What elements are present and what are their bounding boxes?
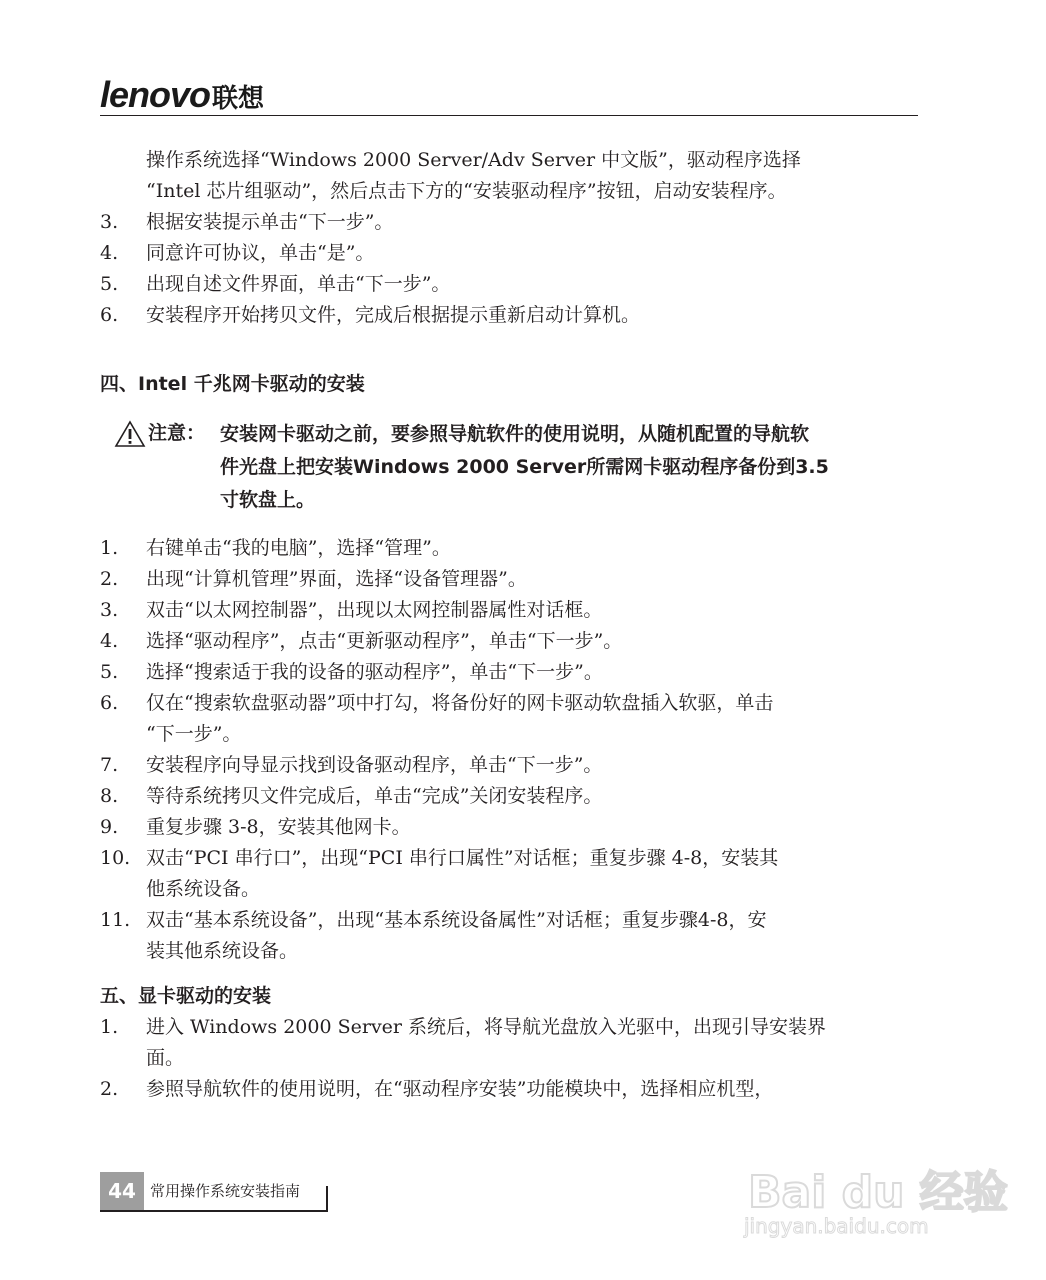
page-footer [100, 1172, 328, 1212]
list-item [100, 905, 918, 967]
list-item [100, 812, 918, 843]
step-text-continued: “下一步”。 [146, 723, 242, 745]
step-number: 2. [100, 1078, 119, 1100]
lenovo-logo [100, 74, 264, 116]
list-item [100, 564, 918, 595]
logo-latin: lenovo [100, 74, 211, 115]
page-body [100, 145, 918, 1105]
step-number: 3. [100, 211, 119, 233]
step-number: 4. [100, 630, 119, 652]
note-line-1: 安装网卡驱动之前，要参照导航软件的使用说明，从随机配置的导航软 [220, 423, 810, 445]
step-text: 安装程序向导显示找到设备驱动程序，单击“下一步”。 [146, 754, 603, 776]
step-number: 8. [100, 785, 119, 807]
list-item [100, 238, 918, 269]
install-steps-list [100, 207, 918, 331]
warning-triangle-icon [114, 420, 146, 448]
step-text: 选择“搜索适于我的设备的驱动程序”，单击“下一步”。 [146, 661, 603, 683]
step-text: 进入 Windows 2000 Server 系统后，将导航光盘放入光驱中，出现引导安装界 [146, 1016, 827, 1038]
step-number: 9. [100, 816, 119, 838]
step-number: 1. [100, 1016, 119, 1038]
footer-divider-vertical [326, 1186, 328, 1212]
step-text: 双击“基本系统设备”，出现“基本系统设备属性”对话框；重复步骤4-8，安 [146, 909, 767, 931]
step-text: 出现“计算机管理”界面，选择“设备管理器”。 [146, 568, 527, 590]
step-number: 5. [100, 273, 119, 295]
footer-divider [100, 1210, 328, 1212]
list-item [100, 781, 918, 812]
list-item [100, 207, 918, 238]
list-item [100, 300, 918, 331]
watermark-url: jingyan.baidu.com [744, 1214, 929, 1238]
list-item [100, 1074, 918, 1105]
list-item [100, 1012, 918, 1074]
step-text: 安装程序开始拷贝文件，完成后根据提示重新启动计算机。 [146, 304, 641, 326]
list-item [100, 269, 918, 300]
note-line-3: 寸软盘上。 [220, 489, 316, 511]
list-item [100, 688, 918, 750]
note-label: 注意： [148, 422, 206, 444]
page-number: 44 [100, 1172, 144, 1210]
watermark-logo: Bai du 经验 [748, 1167, 1008, 1218]
step-text-continued: 他系统设备。 [146, 878, 261, 900]
list-item [100, 533, 918, 564]
step-number: 3. [100, 599, 119, 621]
step-text: 仅在“搜索软盘驱动器”项中打勾，将备份好的网卡驱动软盘插入软驱，单击 [146, 692, 774, 714]
step-text: 参照导航软件的使用说明，在“驱动程序安装”功能模块中，选择相应机型， [146, 1078, 774, 1100]
header-divider [100, 115, 918, 116]
intro-line-1: 操作系统选择“Windows 2000 Server/Adv Server 中文版”，驱动程序选择 [146, 149, 801, 171]
step-number: 5. [100, 661, 119, 683]
note-line-2: 件光盘上把安装Windows 2000 Server所需网卡驱动程序备份到3.5 [220, 456, 829, 478]
book-title: 常用操作系统安装指南 [150, 1182, 301, 1200]
step-number: 2. [100, 568, 119, 590]
section-5-steps-list [100, 1012, 918, 1105]
list-item [100, 750, 918, 781]
step-number: 11. [100, 909, 131, 931]
step-text: 根据安装提示单击“下一步”。 [146, 211, 394, 233]
step-text: 同意许可协议，单击“是”。 [146, 242, 375, 264]
step-text-continued: 面。 [146, 1047, 185, 1069]
step-text: 选择“驱动程序”，点击“更新驱动程序”，单击“下一步”。 [146, 630, 623, 652]
step-number: 7. [100, 754, 119, 776]
intro-line-2: “Intel 芯片组驱动”，然后点击下方的“安装驱动程序”按钮，启动安装程序。 [146, 180, 787, 202]
step-number: 4. [100, 242, 119, 264]
baidu-watermark [744, 1152, 1008, 1252]
step-text-continued: 装其他系统设备。 [146, 940, 299, 962]
step-text: 重复步骤 3-8，安装其他网卡。 [146, 816, 411, 838]
logo-chinese: 联想 [212, 84, 265, 114]
section-5-heading: 五、显卡驱动的安装 [100, 985, 272, 1007]
step-number: 10. [100, 847, 131, 869]
list-item [100, 843, 918, 905]
section-4-steps-list [100, 533, 918, 967]
note-box [100, 418, 918, 517]
page-header [100, 72, 918, 116]
list-item [100, 595, 918, 626]
step-text: 双击“以太网控制器”，出现以太网控制器属性对话框。 [146, 599, 603, 621]
list-item [100, 657, 918, 688]
list-item [100, 626, 918, 657]
step-text: 右键单击“我的电脑”，选择“管理”。 [146, 537, 451, 559]
step-text: 出现自述文件界面，单击“下一步”。 [146, 273, 451, 295]
step-number: 6. [100, 692, 119, 714]
step-text: 双击“PCI 串行口”，出现“PCI 串行口属性”对话框；重复步骤 4-8，安装其 [146, 847, 779, 869]
step-number: 1. [100, 537, 119, 559]
step-text: 等待系统拷贝文件完成后，单击“完成”关闭安装程序。 [146, 785, 603, 807]
step-number: 6. [100, 304, 119, 326]
section-4-heading: 四、Intel 千兆网卡驱动的安装 [100, 373, 365, 395]
